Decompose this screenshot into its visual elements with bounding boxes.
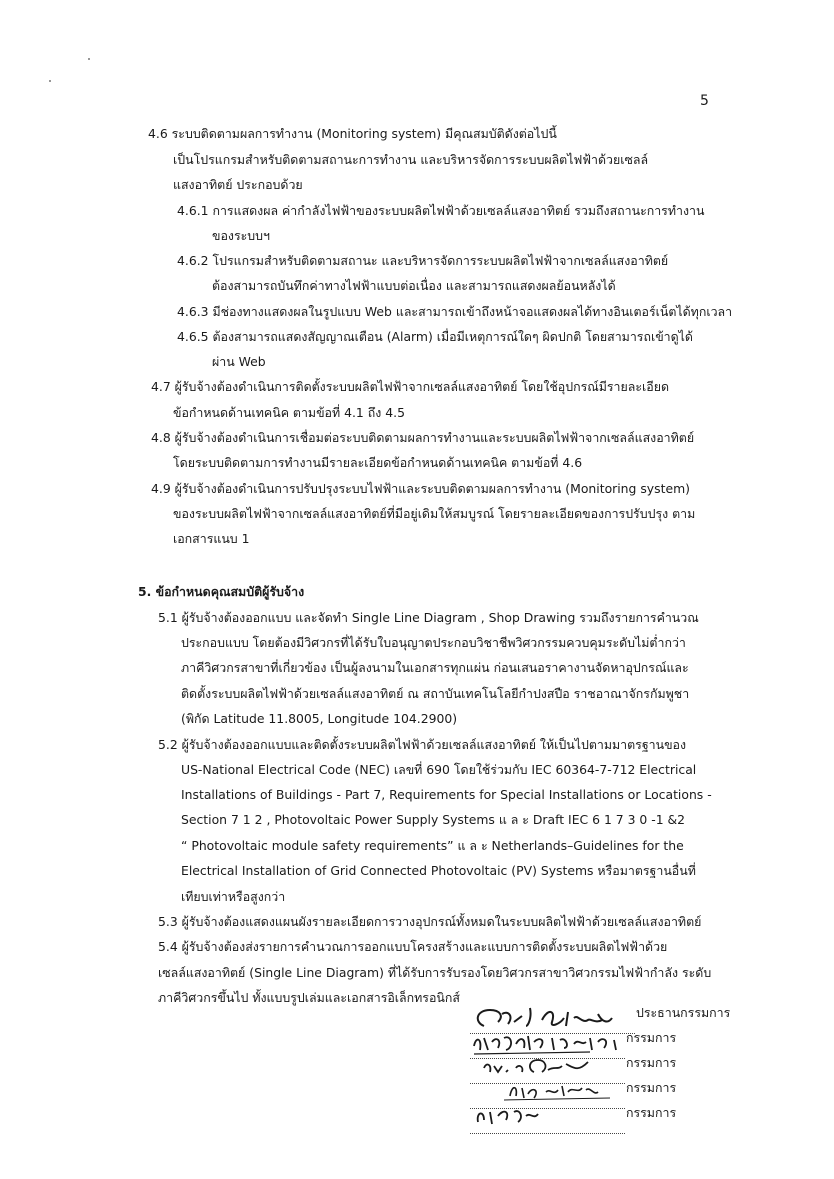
item-5-1: 5.1 ผู้รับจ้างต้องออกแบบ และจัดทำ Single Line Diagram , Shop Drawing รวมถึงรายการคำนวณ	[158, 610, 699, 625]
item-5-2-cont: Section 7 1 2 , Photovoltaic Power Supply Systems แ ล ะ Draft IEC 6 1 7 3 0 -1 &2	[181, 812, 686, 827]
signature-role: กรรมการ	[626, 1080, 677, 1095]
scan-speck	[49, 80, 51, 82]
item-5-2-cont: Electrical Installation of Grid Connected Photovoltaic (PV) Systems หรือมาตรฐานอื่นที่	[181, 863, 696, 878]
signature-role: กรรมการ	[626, 1055, 677, 1070]
item-4-6-heading: 4.6 ระบบติดตามผลการทำงาน (Monitoring system) มีคุณสมบัติดังต่อไปนี้	[148, 126, 557, 141]
scan-speck	[88, 58, 90, 60]
item-4-9: 4.9 ผู้รับจ้างต้องดำเนินการปรับปรุงระบบไฟฟ้าและระบบติดตามผลการทำงาน (Monitoring system)	[151, 481, 690, 496]
item-4-6-5: 4.6.5 ต้องสามารถแสดงสัญญาณเตือน (Alarm) เมื่อมีเหตุการณ์ใดๆ ผิดปกติ โดยสามารถเข้าดูได้	[177, 329, 693, 344]
signature-role: กรรมการ	[626, 1105, 677, 1120]
handwritten-signature	[470, 1098, 630, 1132]
item-5-4-cont: ภาคีวิศวกรขึ้นไป ทั้งแบบรูปเล่มและเอกสารอิเล็กทรอนิกส์	[158, 990, 460, 1005]
item-5-2-cont: เทียบเท่าหรือสูงกว่า	[181, 889, 286, 904]
item-4-7-cont: ข้อกำหนดด้านเทคนิค ตามข้อที่ 4.1 ถึง 4.5	[173, 405, 405, 420]
signature-role: กรรมการ	[626, 1030, 677, 1045]
item-5-3: 5.3 ผู้รับจ้างต้องแสดงแผนผังรายละเอียดการวางอุปกรณ์ทั้งหมดในระบบผลิตไฟฟ้าด้วยเซลล์แสงอาทิตย์	[158, 914, 702, 929]
item-5-1-cont: ภาคีวิศวกรสาขาที่เกี่ยวข้อง เป็นผู้ลงนามในเอกสารทุกแผ่น ก่อนเสนอราคางานจัดหาอุปกรณ์และ	[181, 660, 689, 675]
item-5-2: 5.2 ผู้รับจ้างต้องออกแบบและติดตั้งระบบผลิตไฟฟ้าด้วยเซลล์แสงอาทิตย์ ให้เป็นไปตามมาตรฐานของ	[158, 737, 687, 752]
section-5-heading: 5. ข้อกำหนดคุณสมบัติผู้รับจ้าง	[138, 584, 305, 599]
item-4-6-text: แสงอาทิตย์ ประกอบด้วย	[173, 177, 303, 192]
item-5-1-cont: (พิกัด Latitude 11.8005, Longitude 104.2900)	[181, 711, 458, 726]
item-4-9-cont: ของระบบผลิตไฟฟ้าจากเซลล์แสงอาทิตย์ที่มีอยู่เดิมให้สมบูรณ์ โดยรายละเอียดของการปรับปรุง ตาม	[173, 506, 696, 521]
item-5-1-cont: ติดตั้งระบบผลิตไฟฟ้าด้วยเซลล์แสงอาทิตย์ ณ สถาบันเทคโนโลยีกำปงสปือ ราชอาณาจักรกัมพูชา	[181, 686, 690, 701]
item-4-6-1: 4.6.1 การแสดงผล ค่ากำลังไฟฟ้าของระบบผลิตไฟฟ้าด้วยเซลล์แสงอาทิตย์ รวมถึงสถานะการทำงาน	[177, 203, 705, 218]
page-number: 5	[700, 93, 709, 109]
item-5-4-cont: เซลล์แสงอาทิตย์ (Single Line Diagram) ที่ได้รับการรับรองโดยวิศวกรสาขาวิศวกรรมไฟฟ้ากำลัง ระดับ	[158, 965, 712, 980]
dotted-line	[470, 1133, 625, 1134]
item-4-8-cont: โดยระบบติดตามการทำงานมีรายละเอียดข้อกำหนดด้านเทคนิค ตามข้อที่ 4.6	[173, 455, 583, 470]
item-4-7: 4.7 ผู้รับจ้างต้องดำเนินการติดตั้งระบบผลิตไฟฟ้าจากเซลล์แสงอาทิตย์ โดยใช้อุปกรณ์มีรายละเอียด	[151, 379, 670, 394]
item-5-4: 5.4 ผู้รับจ้างต้องส่งรายการคำนวณการออกแบบโครงสร้างและแบบการติดตั้งระบบผลิตไฟฟ้าด้วย	[158, 939, 668, 954]
item-4-6-2: 4.6.2 โปรแกรมสำหรับติดตามสถานะ และบริหารจัดการระบบผลิตไฟฟ้าจากเซลล์แสงอาทิตย์	[177, 253, 669, 268]
item-5-2-cont: US-National Electrical Code (NEC) เลขที่ 690 โดยใช้ร่วมกับ IEC 60364-7-712 Electrical	[181, 762, 697, 777]
item-4-6-5-cont: ผ่าน Web	[212, 354, 266, 369]
item-4-6-3: 4.6.3 มีช่องทางแสดงผลในรูปแบบ Web และสามารถเข้าถึงหน้าจอแสดงผลได้ทางอินเตอร์เน็ตได้ทุกเวลา	[177, 304, 733, 319]
item-4-6-2-cont: ต้องสามารถบันทึกค่าทางไฟฟ้าแบบต่อเนื่อง และสามารถแสดงผลย้อนหลังได้	[212, 278, 616, 293]
item-5-2-cont: Installations of Buildings - Part 7, Requirements for Special Installations or Locations -	[181, 787, 712, 802]
item-4-9-cont: เอกสารแนบ 1	[173, 531, 250, 546]
item-5-1-cont: ประกอบแบบ โดยต้องมีวิศวกรที่ได้รับใบอนุญาตประกอบวิชาชีพวิศวกรรมควบคุมระดับไม่ต่ำกว่า	[181, 635, 686, 650]
item-5-2-cont: “ Photovoltaic module safety requirements” แ ล ะ Netherlands–Guidelines for the	[181, 838, 684, 853]
item-4-8: 4.8 ผู้รับจ้างต้องดำเนินการเชื่อมต่อระบบติดตามผลการทำงานและระบบผลิตไฟฟ้าจากเซลล์แสงอาทิตย์	[151, 430, 695, 445]
item-4-6-1-cont: ของระบบฯ	[212, 228, 270, 243]
signature-role: ประธานกรรมการ	[636, 1005, 731, 1020]
item-4-6-text: เป็นโปรแกรมสำหรับติดตามสถานะการทำงาน และบริหารจัดการระบบผลิตไฟฟ้าด้วยเซลล์	[173, 152, 649, 167]
